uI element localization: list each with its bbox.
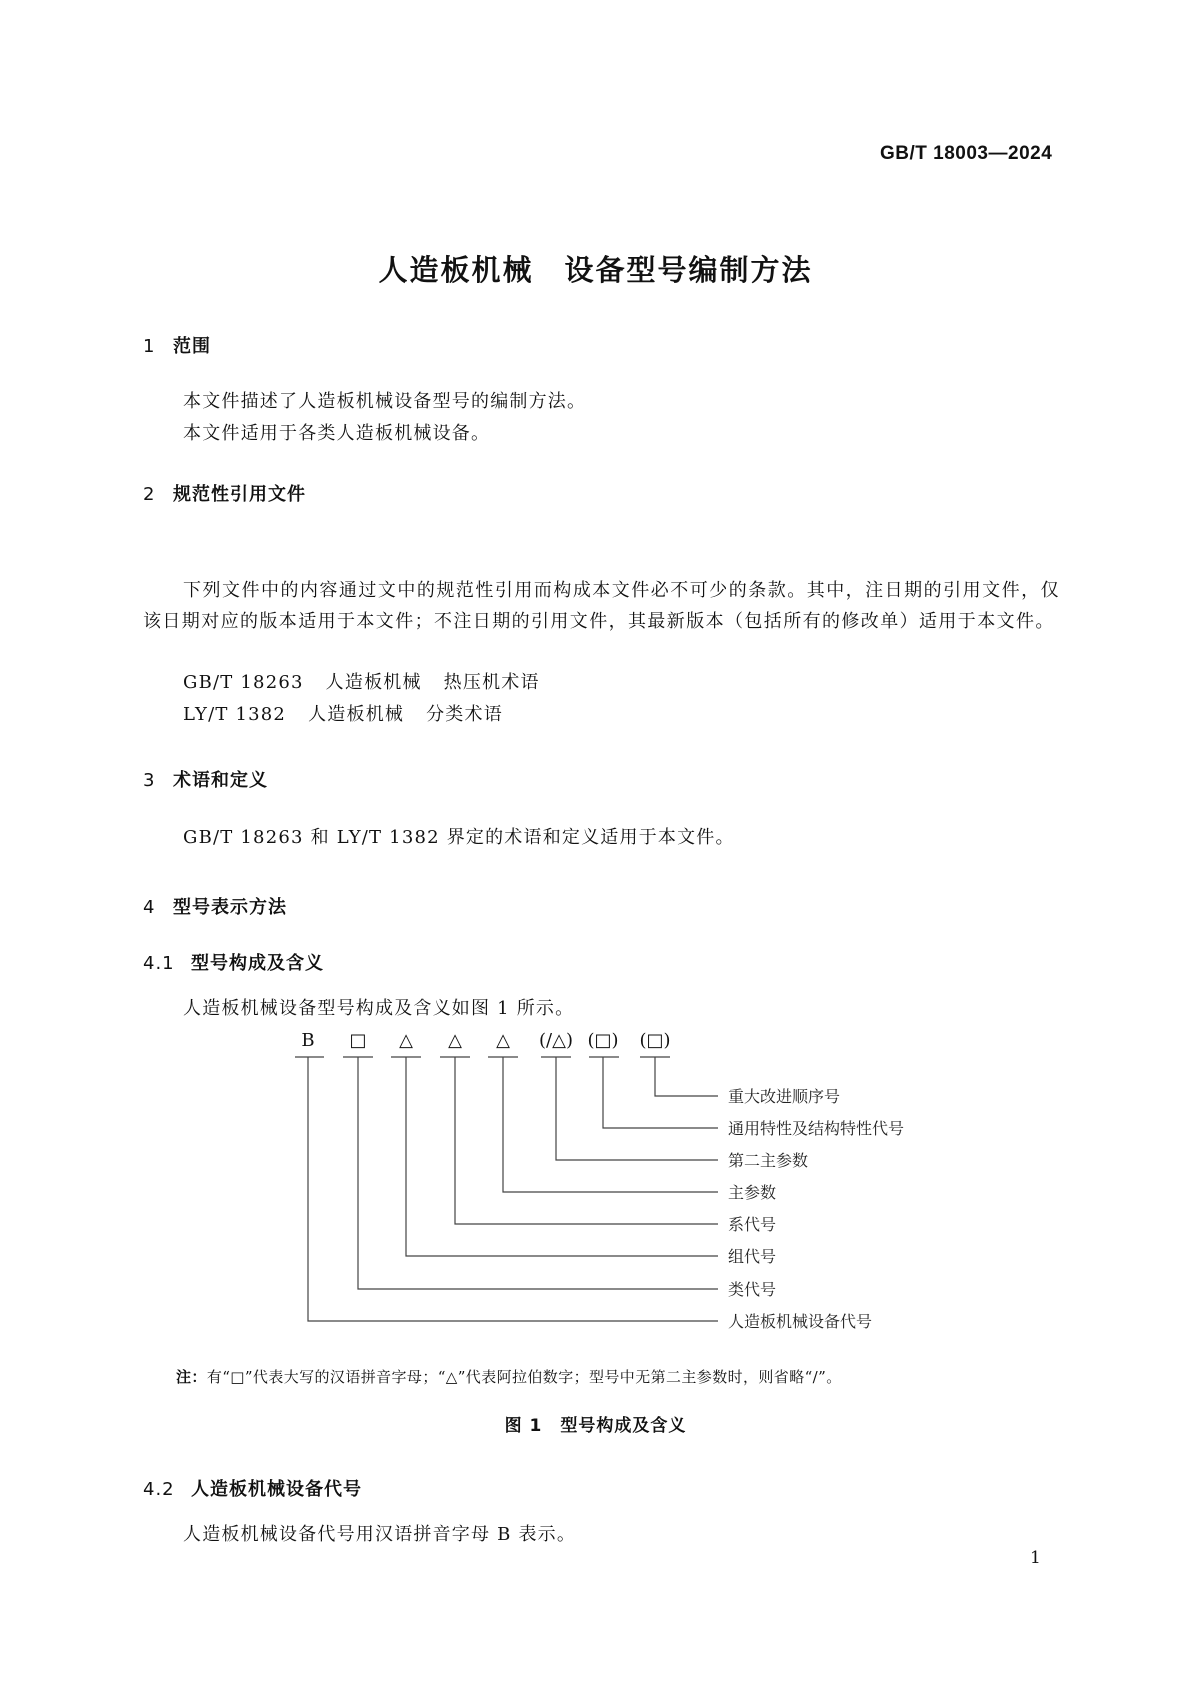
symbol-box: □ [349,1030,367,1051]
reference-code: GB/T 18263 [183,672,304,693]
section-4-2-heading [143,1475,362,1501]
paragraph: GB/T 18263 和 LY/T 1382 界定的术语和定义适用于本文件。 [183,827,735,848]
section-number: 4.1 [143,953,175,974]
reference-code: LY/T 1382 [183,704,287,725]
symbol-second-param: (/△) [539,1030,573,1051]
label-second-main-param: 第二主参数 [728,1151,809,1170]
label-main-param: 主参数 [728,1183,777,1202]
section-number: 3 [143,770,156,791]
document-title: 人造板机械 设备型号编制方法 [378,253,813,287]
symbol-triangle: △ [448,1030,462,1051]
normative-paragraph: 下列文件中的内容通过文中的规范性引用而构成本文件必不可少的条款。其中，注日期的引用文件，仅该日期对应的版本适用于本文件；不注日期的引用文件，其最新版本（包括所有的修改单）适用于本文件。 [143,580,1060,632]
symbol-feature-code: (□) [587,1030,619,1051]
reference-name: 人造板机械 [325,672,422,693]
standard-number: GB/T 18003—2024 [880,143,1053,164]
reference-name: 人造板机械 [308,704,405,725]
note-text: 有“□”代表大写的汉语拼音字母；“△”代表阿拉伯数字；型号中无第二主参数时，则省略“/”。 [206,1368,842,1386]
label-series-code: 系代号 [728,1215,777,1234]
section-title: 人造板机械设备代号 [191,1479,362,1500]
figure-note [176,1366,842,1387]
symbol-improvement: (□) [639,1030,671,1051]
section-title: 术语和定义 [173,770,268,791]
symbol-triangle: △ [496,1030,510,1051]
section-title: 型号表示方法 [173,897,287,918]
note-prefix: 注： [176,1368,207,1386]
paragraph: 本文件适用于各类人造板机械设备。 [183,423,491,444]
paragraph: 人造板机械设备型号构成及含义如图 1 所示。 [183,998,575,1019]
reference-name: 热压机术语 [443,672,540,693]
label-improvement-seq: 重大改进顺序号 [728,1087,841,1106]
section-title: 范围 [173,336,211,357]
section-title: 规范性引用文件 [173,484,306,505]
page-number: 1 [1030,1548,1041,1568]
paragraph: 人造板机械设备代号用汉语拼音字母 B 表示。 [183,1524,577,1545]
label-equipment-code: 人造板机械设备代号 [728,1312,873,1331]
label-feature-code: 通用特性及结构特性代号 [728,1119,905,1138]
label-group-code: 组代号 [728,1247,777,1266]
paragraph: 本文件描述了人造板机械设备型号的编制方法。 [183,391,587,412]
symbol-class-letter: B [301,1030,315,1051]
section-number: 4 [143,897,156,918]
figure-caption: 图 1 型号构成及含义 [504,1416,687,1436]
reference-name: 分类术语 [426,704,503,725]
section-number: 1 [143,336,156,357]
label-class-code: 类代号 [728,1280,777,1299]
section-title: 型号构成及含义 [191,953,324,974]
section-number: 2 [143,484,156,505]
symbol-triangle: △ [399,1030,413,1051]
section-number: 4.2 [143,1479,175,1500]
